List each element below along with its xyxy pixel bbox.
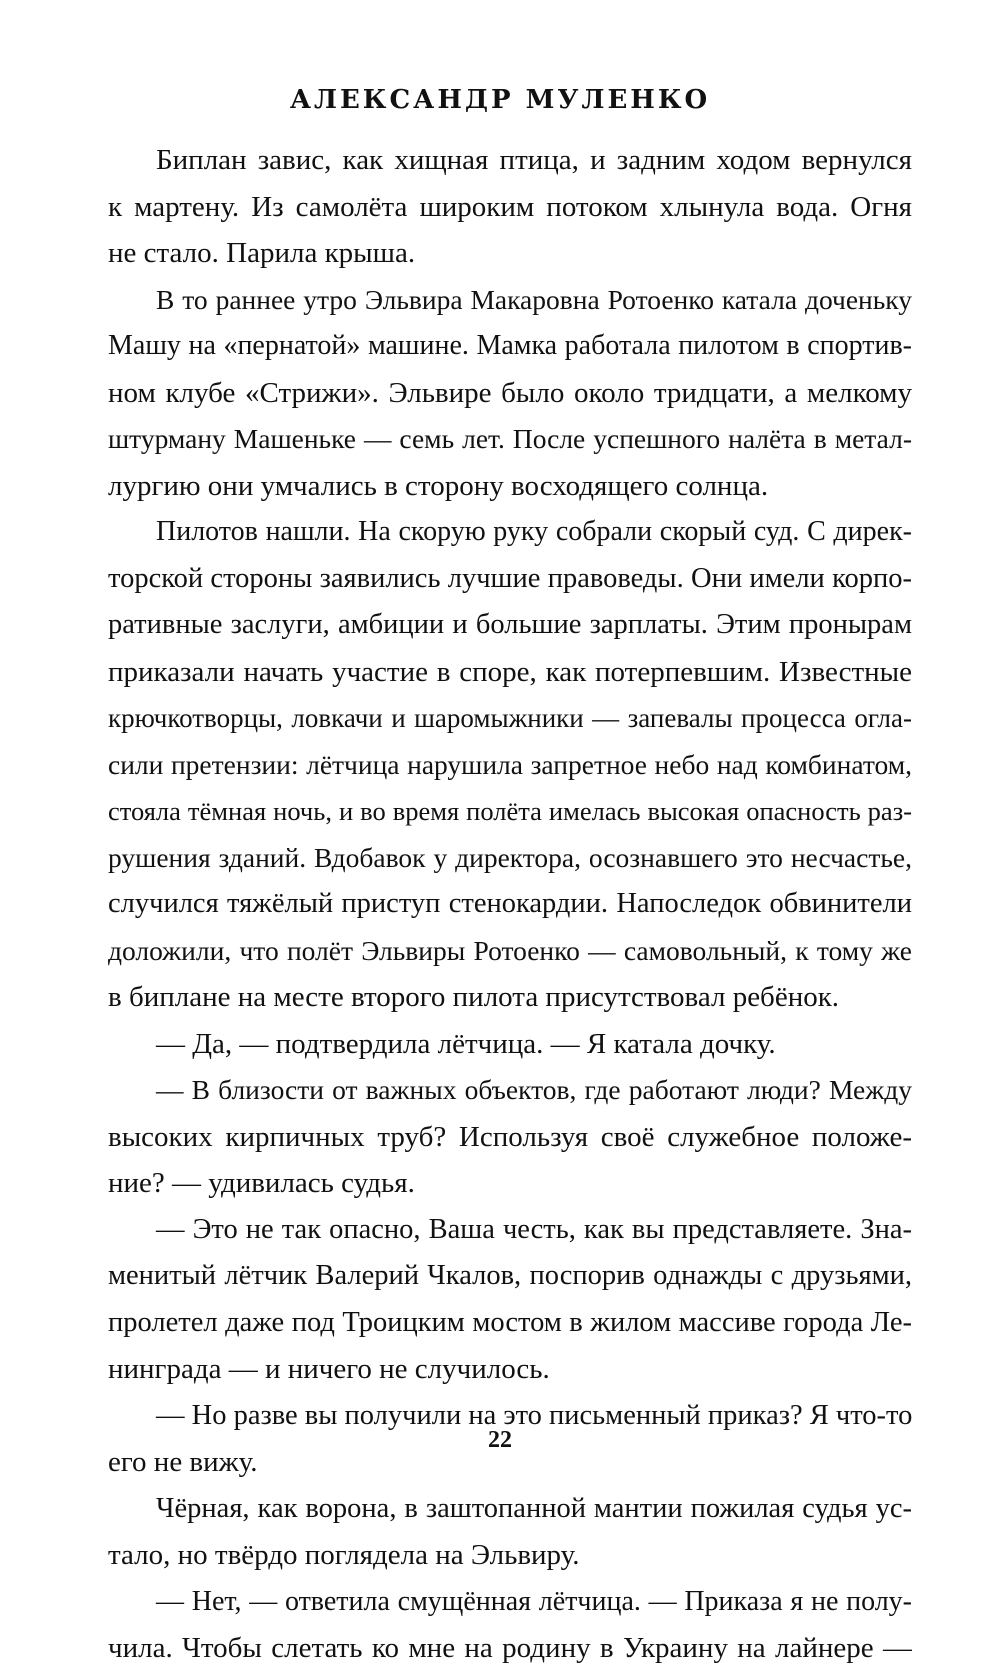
page-number: 22 xyxy=(488,1427,512,1453)
text-line: торской стороны заявились лучшие правоведы. Они имели корпо- xyxy=(108,562,912,594)
text-line: Пилотов нашли. На скорую руку собрали скорый суд. С дирек- xyxy=(156,516,912,547)
text-line: доложили, что полёт Эльвиры Ротоенко — самовольный, к тому же xyxy=(108,934,912,966)
text-line: его не вижу. xyxy=(108,1446,258,1478)
text-line: чила. Чтобы слетать ко мне на родину в Украину на лайнере — xyxy=(108,1632,912,1664)
text-line: случился тяжёлый приступ стенокардии. Напоследок обвинители xyxy=(108,888,912,919)
text-line: — В близости от важных объектов, где работают люди? Между xyxy=(156,1074,912,1105)
text-line: к мартену. Из самолёта широким потоком хлынула вода. Огня xyxy=(108,190,912,223)
text-line: — Но разве вы получили на это письменный приказ? Я что-то xyxy=(156,1399,912,1431)
text-line: пролетел даже под Троицким мостом в жилом массиве города Ле- xyxy=(108,1306,912,1338)
text-line: высоких кирпичных труб? Используя своё служебное положе- xyxy=(108,1120,912,1153)
text-line: ние? — удивилась судья. xyxy=(108,1167,415,1199)
text-line: Машу на «пернатой» машине. Мамка работала пилотом в спортив- xyxy=(108,330,912,361)
text-line: не стало. Парила крыша. xyxy=(108,237,416,269)
text-line: — Да, — подтвердила лётчица. — Я катала дочку. xyxy=(156,1027,776,1060)
text-line: ративные заслуги, амбиции и большие зарплаты. Этим пронырам xyxy=(108,609,912,640)
text-line: тало, но твёрдо поглядела на Эльвиру. xyxy=(108,1539,580,1571)
text-line: — Это не так опасно, Ваша честь, как вы представляете. Зна- xyxy=(156,1213,912,1245)
text-line: Биплан завис, как хищная птица, и задним ходом вернулся xyxy=(156,144,912,176)
text-line: рушения зданий. Вдобавок у директора, осознавшего это несчастье, xyxy=(108,841,912,873)
text-line: лургию они умчались в сторону восходящего солнца. xyxy=(108,469,769,502)
text-line: крючкотворцы, ловкачи и шаромыжники — запевалы процесса огла- xyxy=(108,703,912,733)
text-line: нинграда — и ничего не случилось. xyxy=(108,1353,550,1385)
text-line: — Нет, — ответила смущённая лётчица. — Приказа я не полу- xyxy=(156,1585,912,1617)
text-line: Чёрная, как ворона, в заштопанной мантии пожилая судья ус- xyxy=(156,1492,912,1524)
text-line: штурману Машеньке — семь лет. После успешного налёта в метал- xyxy=(108,423,912,454)
text-line: приказали начать участие в споре, как потерпевшим. Известные xyxy=(108,655,912,688)
text-line: стояла тёмная ночь, и во время полёта имелась высокая опасность раз- xyxy=(108,796,912,826)
text-line: менитый лётчик Валерий Чкалов, поспорив однажды с друзьями, xyxy=(108,1260,912,1291)
text-line: в биплане на месте второго пилота присутствовал ребёнок. xyxy=(108,981,840,1013)
running-head-author: АЛЕКСАНДР МУЛЕНКО xyxy=(289,85,711,115)
text-line: В то раннее утро Эльвира Макаровна Ротоенко катала доченьку xyxy=(156,283,912,315)
text-line: сили претензии: лётчица нарушила запретное небо над комбинатом, xyxy=(108,748,912,780)
text-line: ном клубе «Стрижи». Эльвире было около тридцати, а мелкому xyxy=(108,376,912,409)
